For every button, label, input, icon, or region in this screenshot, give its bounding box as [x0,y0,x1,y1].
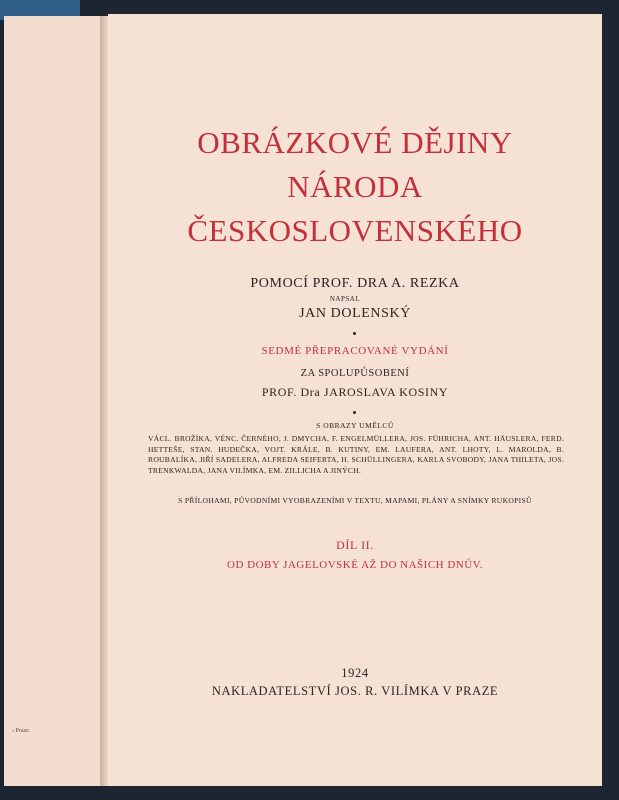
volume-part: DÍL II. [336,538,374,552]
left-page [4,16,101,786]
wrote-label: NAPSAL [329,295,361,303]
author-name: JAN DOLENSKÝ [299,306,411,321]
edition-line: SEDMÉ PŘEPRACOVANÉ VYDÁNÍ [261,345,449,357]
separator-dot [353,332,356,335]
left-page-note: › Praze. [12,728,31,734]
imprint-year: 1924 [341,666,369,680]
title-page [108,14,602,786]
collab-label: ZA SPOLUPŮSOBENÍ [300,368,410,379]
supplements-line: S PŘÍLOHAMI, PŮVODNÍMI VYOBRAZENÍMI V TEXTU, MAPAMI, PLÁNY A SNÍMKY RUKOPISŮ [178,496,532,505]
imprint-publisher: NAKLADATELSTVÍ JOS. R. VILÍMKA V PRAZE [211,684,499,698]
collaborator-name: PROF. Dra JAROSLAVA KOSINY [261,385,449,399]
illustrations-label: S OBRAZY UMĚLCŮ [316,421,394,430]
page-gutter [100,16,108,786]
title-line-1: OBRÁZKOVÉ DĚJINY [197,125,513,160]
separator-dot [353,411,356,414]
with-help-line: POMOCÍ PROF. DRA A. REZKA [250,276,460,291]
artists-list: VÁCL. BROŽÍKA, VÉNC. ČERNÉHO, J. DMYCHA, F. ENGELMÜLLERA, JOS. FÜHRICHA, ANT. HÄUSLERA, FERD. HETTEŠE, STAN. HUDEČKA, VOJT. KRÁLE, B. KUTINY, EM. LAUFERA, ANT. LHOTY, L. MAROLDA, B. ROUBALÍKA, JIŘÍ SADELERA, ALFREDA SEIFERTA, H. SCHÜLLINGERA, KARLA SVOBODY, JANA THILETA, JOS. TRENKWALDA, JANA VILÍMKA, EM. ZILLICHA A JINÝCH. [148,434,564,475]
title-line-2: NÁRODA [287,169,423,204]
title-line-3: ČESKOSLOVENSKÉHO [187,213,523,248]
volume-subtitle: OD DOBY JAGELOVSKÉ AŽ DO NAŠICH DNŮV. [227,559,483,571]
